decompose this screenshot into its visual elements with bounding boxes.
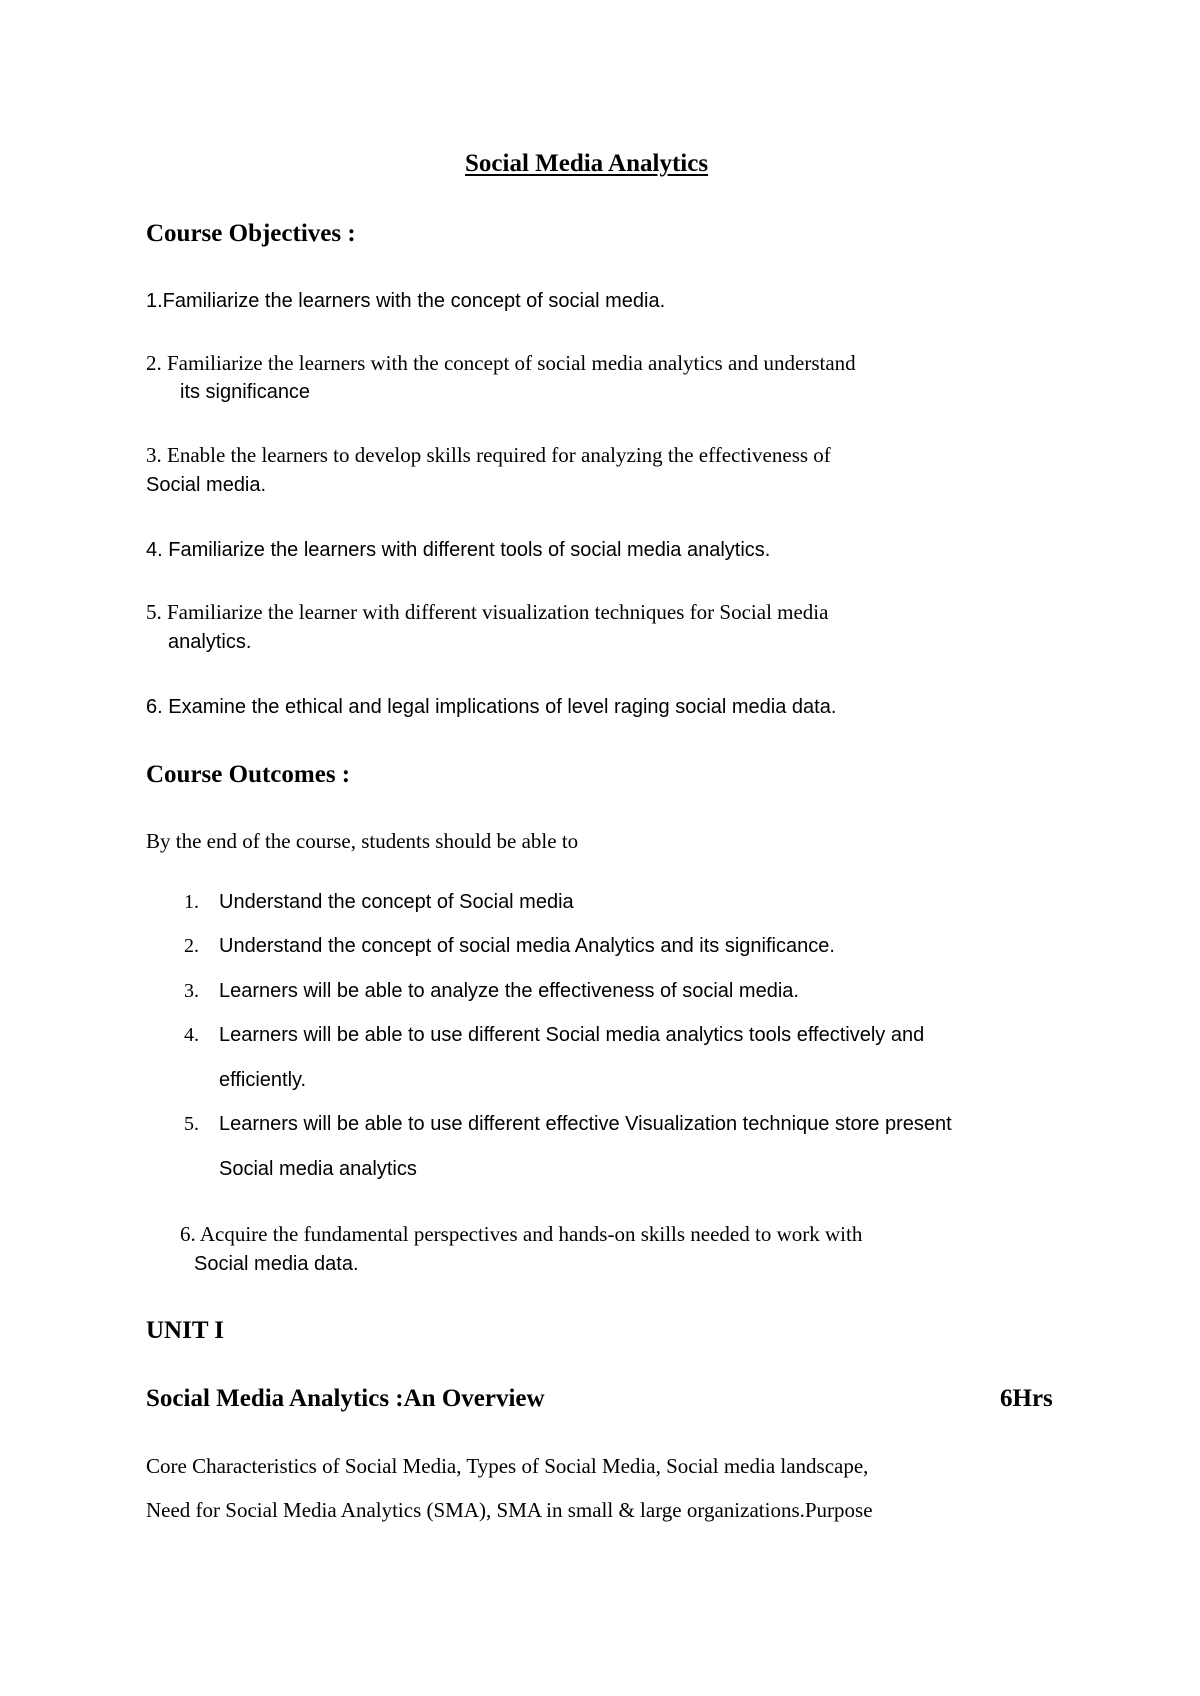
objective-4: 4. Familiarize the learners with different tools of social media analytics. xyxy=(146,539,771,561)
document-title: Social Media Analytics xyxy=(465,150,709,177)
objective-3-line1: 3. Enable the learners to develop skills required for analyzing the effectiveness of xyxy=(146,443,831,467)
objective-2-line2: its significance xyxy=(180,381,311,403)
outcome-4-line1: Learners will be able to use different Social media analytics tools effectively and xyxy=(219,1024,925,1046)
objective-5-line1: 5. Familiarize the learner with different visualization techniques for Social media xyxy=(146,600,829,624)
unit-heading: UNIT I xyxy=(146,1317,225,1344)
unit-title: Social Media Analytics :An Overview xyxy=(146,1385,545,1412)
outcome-6-line2: Social media data. xyxy=(194,1253,359,1275)
unit-hours: 6Hrs xyxy=(1000,1385,1053,1412)
unit-content-line2: Need for Social Media Analytics (SMA), SMA in small & large organizations.Purpose xyxy=(146,1498,873,1522)
outcomes-heading: Course Outcomes : xyxy=(146,761,351,788)
objective-5-line2: analytics. xyxy=(168,631,252,653)
outcome-3-number: 3. xyxy=(184,980,199,1002)
objective-3-line2: Social media. xyxy=(146,474,267,496)
outcome-4-number: 4. xyxy=(184,1024,199,1046)
objective-2-line1: 2. Familiarize the learners with the concept of social media analytics and understand xyxy=(146,351,856,375)
outcome-1: Understand the concept of Social media xyxy=(219,891,574,913)
objectives-heading: Course Objectives : xyxy=(146,220,356,247)
outcome-1-number: 1. xyxy=(184,891,199,913)
unit-content-line1: Core Characteristics of Social Media, Types of Social Media, Social media landscape, xyxy=(146,1454,869,1478)
outcome-2-number: 2. xyxy=(184,935,199,957)
outcome-5-number: 5. xyxy=(184,1113,199,1135)
outcome-4-line2: efficiently. xyxy=(219,1069,307,1091)
outcome-5-line2: Social media analytics xyxy=(219,1158,417,1180)
objective-1: 1.Familiarize the learners with the concept of social media. xyxy=(146,290,666,312)
outcome-3: Learners will be able to analyze the effectiveness of social media. xyxy=(219,980,799,1002)
objective-6: 6. Examine the ethical and legal implications of level raging social media data. xyxy=(146,696,837,718)
outcome-6-line1: 6. Acquire the fundamental perspectives and hands-on skills needed to work with xyxy=(180,1222,863,1246)
outcome-5-line1: Learners will be able to use different effective Visualization technique store present xyxy=(219,1113,952,1135)
outcomes-intro: By the end of the course, students should be able to xyxy=(146,829,579,853)
outcome-2: Understand the concept of social media Analytics and its significance. xyxy=(219,935,835,957)
